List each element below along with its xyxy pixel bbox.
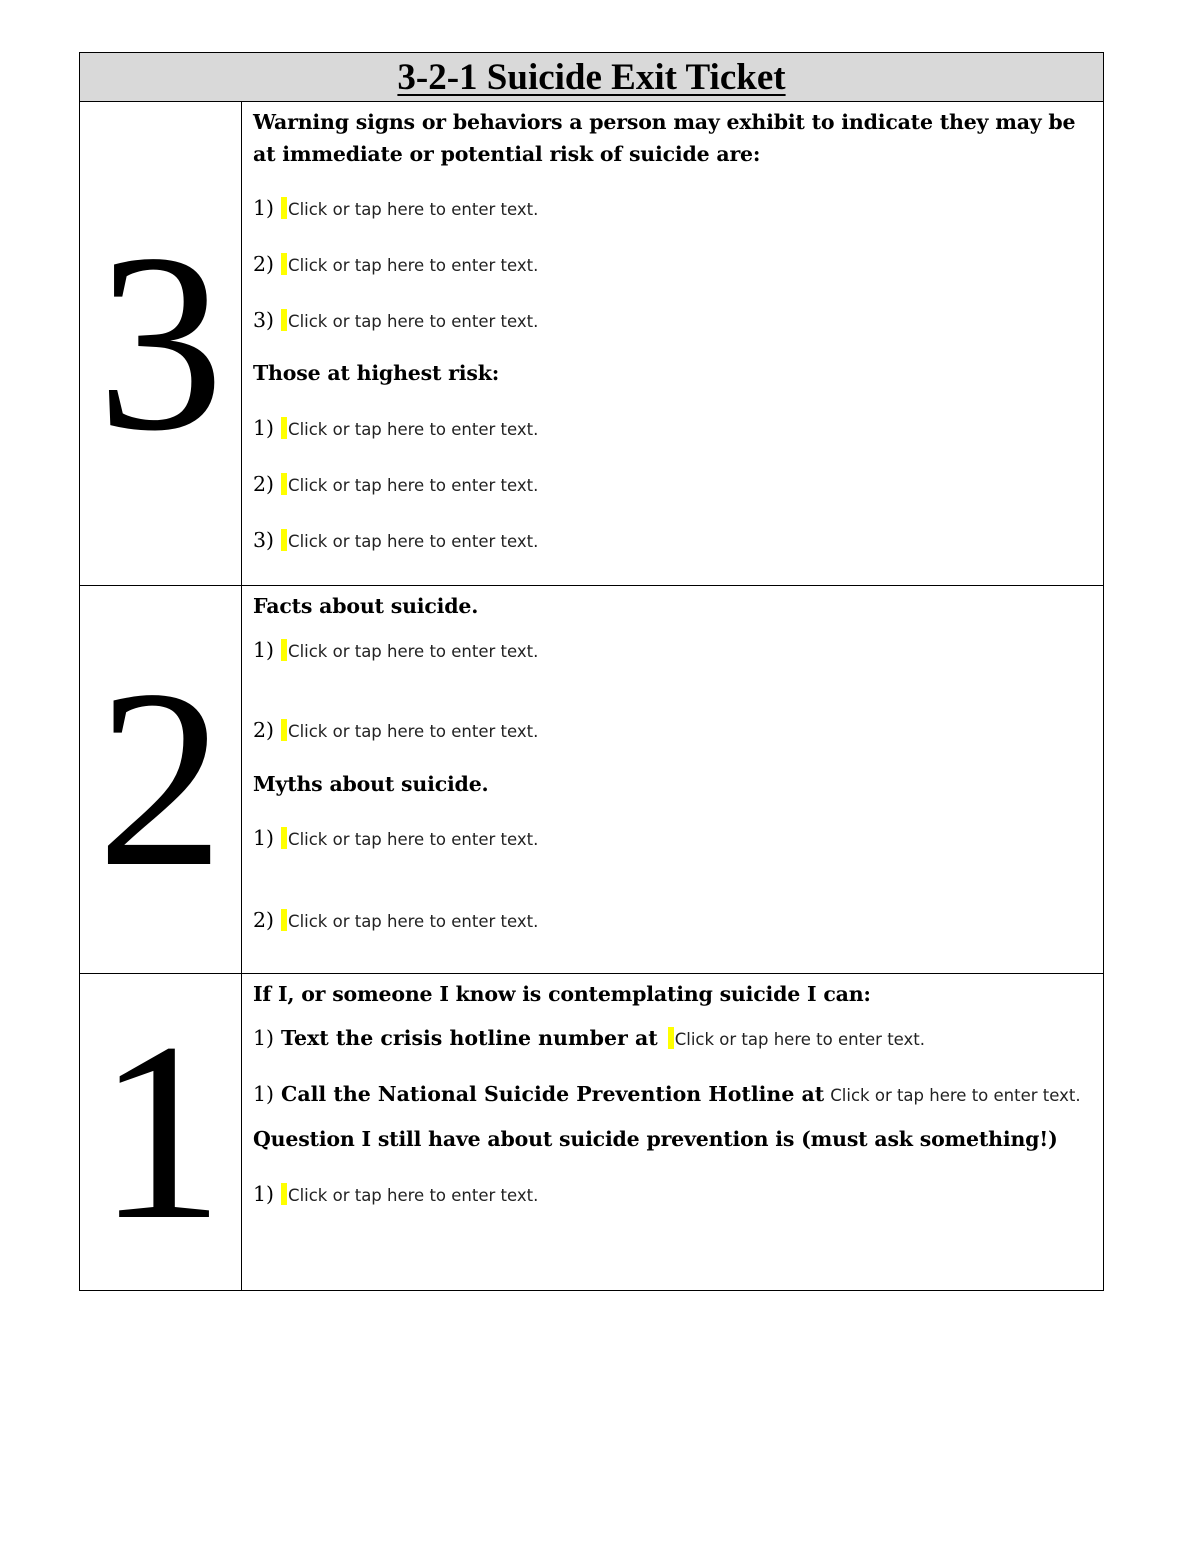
section-1-number: 1 — [96, 990, 225, 1273]
item-number: 2) — [253, 472, 275, 496]
section-2-number-cell — [80, 586, 242, 973]
item-number: 1) — [253, 638, 275, 662]
text-hotline-prompt: Text the crisis hotline number at — [281, 1026, 658, 1050]
field-marker — [281, 827, 287, 849]
risk-item-2 — [253, 456, 1093, 512]
contemplating-heading: If I, or someone I know is contemplating suicide I can: — [253, 982, 871, 1006]
item-number: 1) — [253, 826, 275, 850]
item-number: 2) — [253, 718, 275, 742]
text-hotline-item — [253, 1010, 1093, 1066]
title-row — [80, 53, 1103, 102]
warning-item-2 — [253, 236, 1093, 292]
item-number: 1) — [253, 1026, 275, 1050]
page-title: 3-2-1 Suicide Exit Ticket — [397, 56, 786, 98]
item-number: 3) — [253, 308, 275, 332]
risk-item-3 — [253, 512, 1093, 568]
field-marker — [281, 417, 287, 439]
section-1-row — [80, 974, 1103, 1290]
warning-item-3 — [253, 292, 1093, 348]
question-item — [253, 1166, 1093, 1222]
section-2-content — [242, 586, 1103, 973]
section-1-content — [242, 974, 1103, 1290]
item-number: 2) — [253, 252, 275, 276]
section-3-number-cell — [80, 102, 242, 585]
call-hotline-item — [253, 1080, 1093, 1110]
myths-field-2[interactable]: Click or tap here to enter text. — [288, 912, 539, 931]
exit-ticket-table — [79, 52, 1104, 1291]
question-field[interactable]: Click or tap here to enter text. — [288, 1186, 539, 1205]
item-number: 1) — [253, 1182, 275, 1206]
warning-field-3[interactable]: Click or tap here to enter text. — [288, 312, 539, 331]
facts-field-1[interactable]: Click or tap here to enter text. — [288, 642, 539, 661]
field-marker — [281, 253, 287, 275]
section-3-number: 3 — [96, 202, 225, 484]
field-marker — [281, 197, 287, 219]
section-2-row — [80, 586, 1103, 974]
myths-heading: Myths about suicide. — [253, 772, 489, 796]
risk-field-2[interactable]: Click or tap here to enter text. — [288, 476, 539, 495]
field-marker — [668, 1027, 674, 1049]
myths-field-1[interactable]: Click or tap here to enter text. — [288, 830, 539, 849]
field-marker — [281, 909, 287, 931]
risk-item-1 — [253, 400, 1093, 456]
call-hotline-prompt: Call the National Suicide Prevention Hotline at — [281, 1082, 825, 1106]
field-marker — [281, 719, 287, 741]
call-hotline-field[interactable]: Click or tap here to enter text. — [830, 1086, 1081, 1105]
field-marker — [281, 473, 287, 495]
warning-signs-heading: Warning signs or behaviors a person may exhibit to indicate they may be at immediate or potential risk of suicide are: — [253, 110, 1076, 166]
myths-item-1 — [253, 810, 1093, 866]
section-3-content — [242, 102, 1103, 585]
field-marker — [281, 529, 287, 551]
facts-item-1 — [253, 622, 1093, 678]
warning-field-2[interactable]: Click or tap here to enter text. — [288, 256, 539, 275]
facts-item-2 — [253, 702, 1093, 758]
section-1-number-cell — [80, 974, 242, 1290]
item-number: 1) — [253, 196, 275, 220]
highest-risk-heading: Those at highest risk: — [253, 361, 500, 385]
warning-item-1 — [253, 180, 1093, 236]
myths-item-2 — [253, 892, 1093, 948]
item-number: 1) — [253, 1082, 275, 1106]
item-number: 1) — [253, 416, 275, 440]
section-3-row — [80, 102, 1103, 586]
item-number: 3) — [253, 528, 275, 552]
warning-field-1[interactable]: Click or tap here to enter text. — [288, 200, 539, 219]
section-2-number: 2 — [96, 638, 225, 920]
risk-field-1[interactable]: Click or tap here to enter text. — [288, 420, 539, 439]
risk-field-3[interactable]: Click or tap here to enter text. — [288, 532, 539, 551]
facts-field-2[interactable]: Click or tap here to enter text. — [288, 722, 539, 741]
field-marker — [281, 1183, 287, 1205]
question-heading: Question I still have about suicide prevention is (must ask something!) — [253, 1127, 1058, 1151]
text-hotline-field[interactable]: Click or tap here to enter text. — [674, 1030, 926, 1049]
field-marker — [281, 639, 287, 661]
facts-heading: Facts about suicide. — [253, 594, 479, 618]
item-number: 2) — [253, 908, 275, 932]
field-marker — [281, 309, 287, 331]
